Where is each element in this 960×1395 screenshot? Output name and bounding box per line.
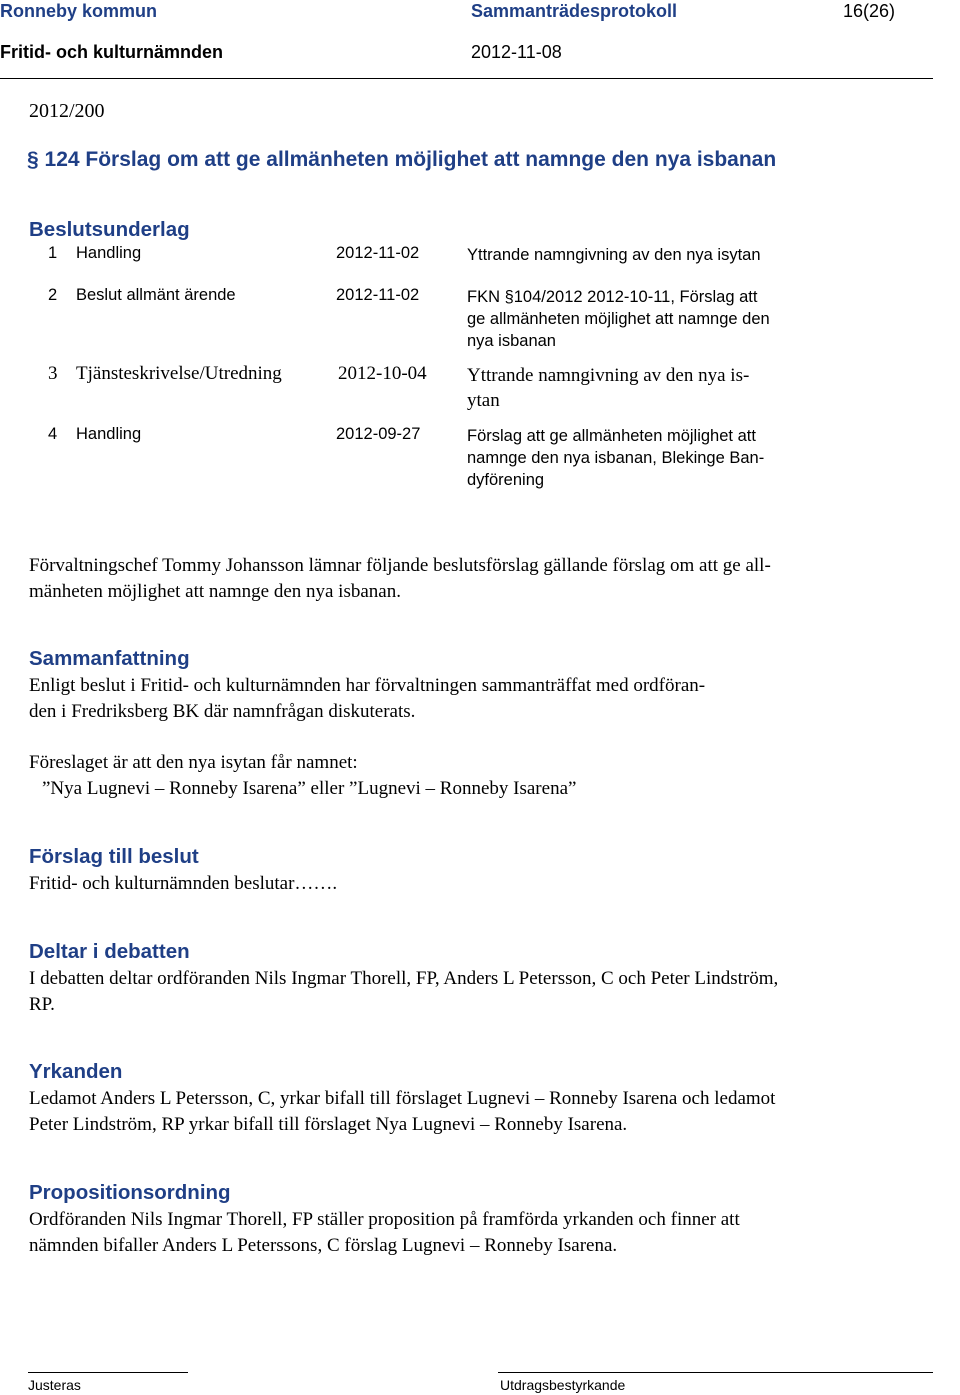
row-date: 2012-09-27 [336, 425, 421, 443]
summary-text [29, 673, 705, 725]
description-line: namnge den nya isbanan, Blekinge Ban- [467, 449, 765, 467]
debate-heading: Deltar i debatten [29, 940, 190, 963]
header-date: 2012-11-08 [471, 42, 562, 62]
description-line: Yttrande namngivning av den nya is- [467, 365, 750, 386]
debate-text [29, 966, 778, 1018]
proposition-heading: Propositionsordning [29, 1181, 231, 1204]
description-line: nya isbanan [467, 332, 556, 350]
footer-justeras: Justeras [28, 1377, 81, 1393]
intro-line: mänheten möjlighet att namnge den nya isbanan. [29, 581, 401, 602]
intro-line: Förvaltningschef Tommy Johansson lämnar följande beslutsförslag gällande förslag om att ge all- [29, 555, 771, 576]
row-description [467, 244, 761, 266]
header-rule [0, 78, 933, 79]
debate-line: RP. [29, 994, 55, 1015]
case-number: 2012/200 [29, 100, 105, 122]
footer-utdragsbestyrkande: Utdragsbestyrkande [500, 1377, 626, 1393]
row-description [467, 286, 770, 352]
motions-line: Peter Lindström, RP yrkar bifall till förslaget Nya Lugnevi – Ronneby Isarena. [29, 1114, 628, 1135]
row-date: 2012-11-02 [336, 286, 420, 304]
intro-paragraph [29, 553, 771, 605]
basis-heading: Beslutsunderlag [29, 218, 190, 241]
motions-text [29, 1086, 775, 1138]
motions-heading: Yrkanden [29, 1060, 123, 1083]
summary-line: den i Fredriksberg BK där namnfrågan diskuterats. [29, 701, 416, 722]
row-number: 2 [48, 286, 58, 304]
header-page-number: 16(26) [843, 1, 896, 21]
table-row [48, 286, 57, 305]
decision-proposal-heading: Förslag till beslut [29, 845, 199, 868]
row-date: 2012-10-04 [338, 363, 427, 384]
summary-heading: Sammanfattning [29, 647, 190, 670]
row-date: 2012-11-02 [336, 244, 420, 262]
row-type: Handling [76, 244, 142, 262]
section-mark: § [27, 148, 39, 171]
description-line: Yttrande namngivning av den nya isytan [467, 246, 761, 264]
header-doc-type: Sammanträdesprotokoll [471, 1, 678, 21]
row-type: Tjänsteskrivelse/Utredning [76, 363, 282, 384]
proposal-intro: Föreslaget är att den nya isytan får namnet: [29, 752, 358, 773]
motions-line: Ledamot Anders L Petersson, C, yrkar bifall till förslaget Lugnevi – Ronneby Isarena och ledamot [29, 1088, 776, 1109]
summary-line: Enligt beslut i Fritid- och kulturnämnden har förvaltningen sammanträffat med ordföran- [29, 675, 706, 696]
description-line: ge allmänheten möjlighet att namnge den [467, 310, 770, 328]
row-description [467, 363, 749, 413]
description-line: ytan [467, 390, 500, 411]
debate-line: I debatten deltar ordföranden Nils Ingmar Thorell, FP, Anders L Petersson, C och Peter Lindström, [29, 968, 779, 989]
row-number: 4 [48, 425, 58, 443]
row-type: Beslut allmänt ärende [76, 286, 236, 304]
description-line: dyförening [467, 471, 545, 489]
proposition-line: nämnden bifaller Anders L Peterssons, C förslag Lugnevi – Ronneby Isarena. [29, 1235, 618, 1256]
decision-proposal-text: Fritid- och kulturnämnden beslutar……. [29, 873, 338, 894]
table-row [48, 244, 57, 263]
header-org: Ronneby kommun [0, 1, 158, 21]
description-line: Förslag att ge allmänheten möjlighet att [467, 427, 756, 445]
proposition-text [29, 1207, 740, 1259]
page-title: 124 Förslag om att ge allmänheten möjlighet att namnge den nya isbanan [44, 148, 777, 171]
row-number: 3 [48, 363, 58, 384]
proposal-names: ”Nya Lugnevi – Ronneby Isarena” eller ”Lugnevi – Ronneby Isarena” [42, 778, 577, 799]
row-number: 1 [48, 244, 58, 262]
header-committee: Fritid- och kulturnämnden [0, 42, 223, 62]
row-description [467, 425, 764, 491]
footer-rule-right [498, 1372, 933, 1373]
row-type: Handling [76, 425, 142, 443]
proposition-line: Ordföranden Nils Ingmar Thorell, FP ställer proposition på framförda yrkanden och finner att [29, 1209, 740, 1230]
description-line: FKN §104/2012 2012-10-11, Förslag att [467, 288, 758, 306]
footer-rule-left [28, 1372, 188, 1373]
table-row [48, 425, 57, 444]
